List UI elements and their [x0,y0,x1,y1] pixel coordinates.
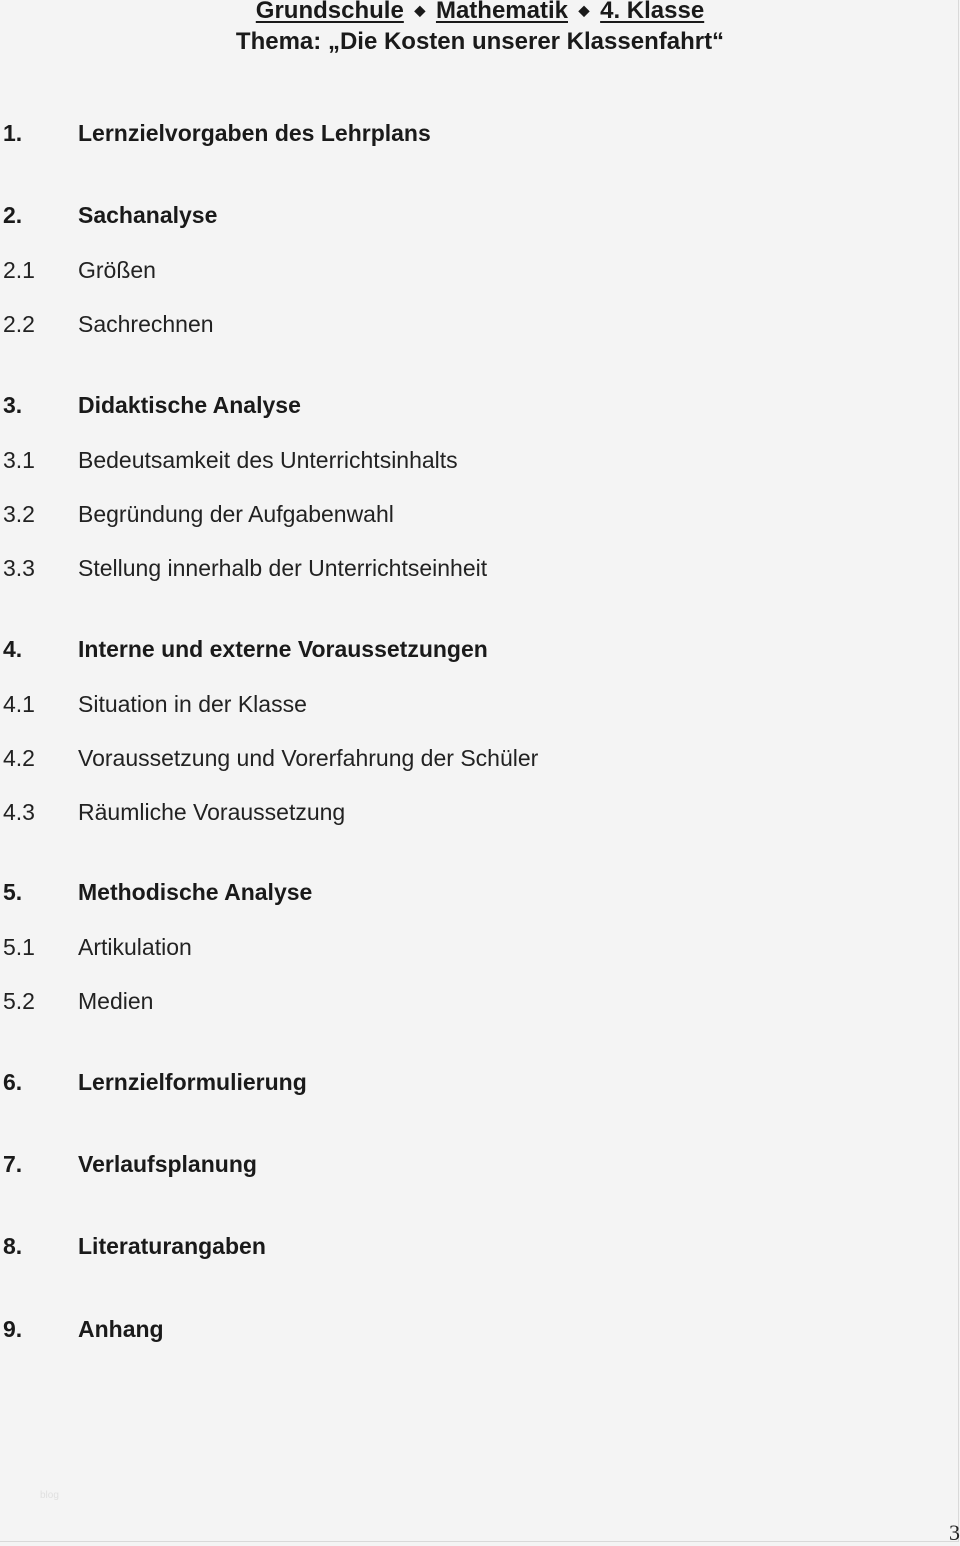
toc-entry-title: Interne und externe Voraussetzungen [78,636,488,662]
toc-entry-title: Lernzielformulierung [78,1069,307,1095]
toc-entry-title: Begründung der Aufgabenwahl [78,501,394,527]
toc-entry-number: 4. [3,636,23,662]
watermark: blog [40,1490,59,1501]
toc-entry-number: 3.2 [3,501,35,527]
header-school: Grundschule [255,0,404,24]
toc-entry-title: Voraussetzung und Vorerfahrung der Schüler [78,745,539,771]
toc-entry-title: Situation in der Klasse [78,691,307,717]
header-subject: Mathematik [435,0,568,24]
page-number: 3 [949,1520,960,1545]
toc-entry-number: 8. [3,1233,23,1259]
toc-entry-title: Anhang [78,1316,164,1342]
toc-entry-number: 5. [3,879,23,905]
toc-entry-number: 3. [3,392,23,418]
toc-entry-number: 4.3 [3,799,35,825]
toc-entry-number: 3.3 [3,555,35,581]
header-grade: 4. Klasse [600,0,705,24]
toc-entry-title: Artikulation [78,934,192,960]
toc-entry-number: 7. [3,1151,23,1177]
toc-entry-number: 2. [3,202,23,228]
diamond-separator-icon: ◆ [578,1,590,18]
toc-entry-number: 9. [3,1316,23,1342]
toc-entry-title: Sachrechnen [78,311,214,337]
toc-entry-number: 5.1 [3,934,35,960]
toc-entry-number: 1. [3,120,23,146]
diamond-separator-icon: ◆ [414,1,426,18]
toc-entry-title: Bedeutsamkeit des Unterrichtsinhalts [78,447,458,473]
toc-entry-title: Medien [78,988,154,1014]
toc-entry-title: Verlaufsplanung [78,1151,257,1177]
toc-entry-title: Größen [78,257,156,283]
toc-entry-number: 5.2 [3,988,35,1014]
toc-entry-number: 6. [3,1069,23,1095]
toc-entry-title: Räumliche Voraussetzung [78,799,346,825]
toc-entry-title: Sachanalyse [78,202,218,228]
toc-entry-title: Didaktische Analyse [78,392,301,418]
document-theme: Thema: „Die Kosten unserer Klassenfahrt“ [235,28,725,55]
toc-entry-number: 4.2 [3,745,35,771]
toc-entry-number: 2.2 [3,311,35,337]
toc-entry-number: 3.1 [3,447,35,473]
toc-entry-title: Methodische Analyse [78,879,313,905]
toc-entry-title: Stellung innerhalb der Unterrichtseinheit [78,555,488,581]
toc-entry-number: 4.1 [3,691,35,717]
toc-entry-title: Lernzielvorgaben des Lehrplans [78,120,431,146]
toc-entry-title: Literaturangaben [78,1233,266,1259]
toc-entry-number: 2.1 [3,257,35,283]
